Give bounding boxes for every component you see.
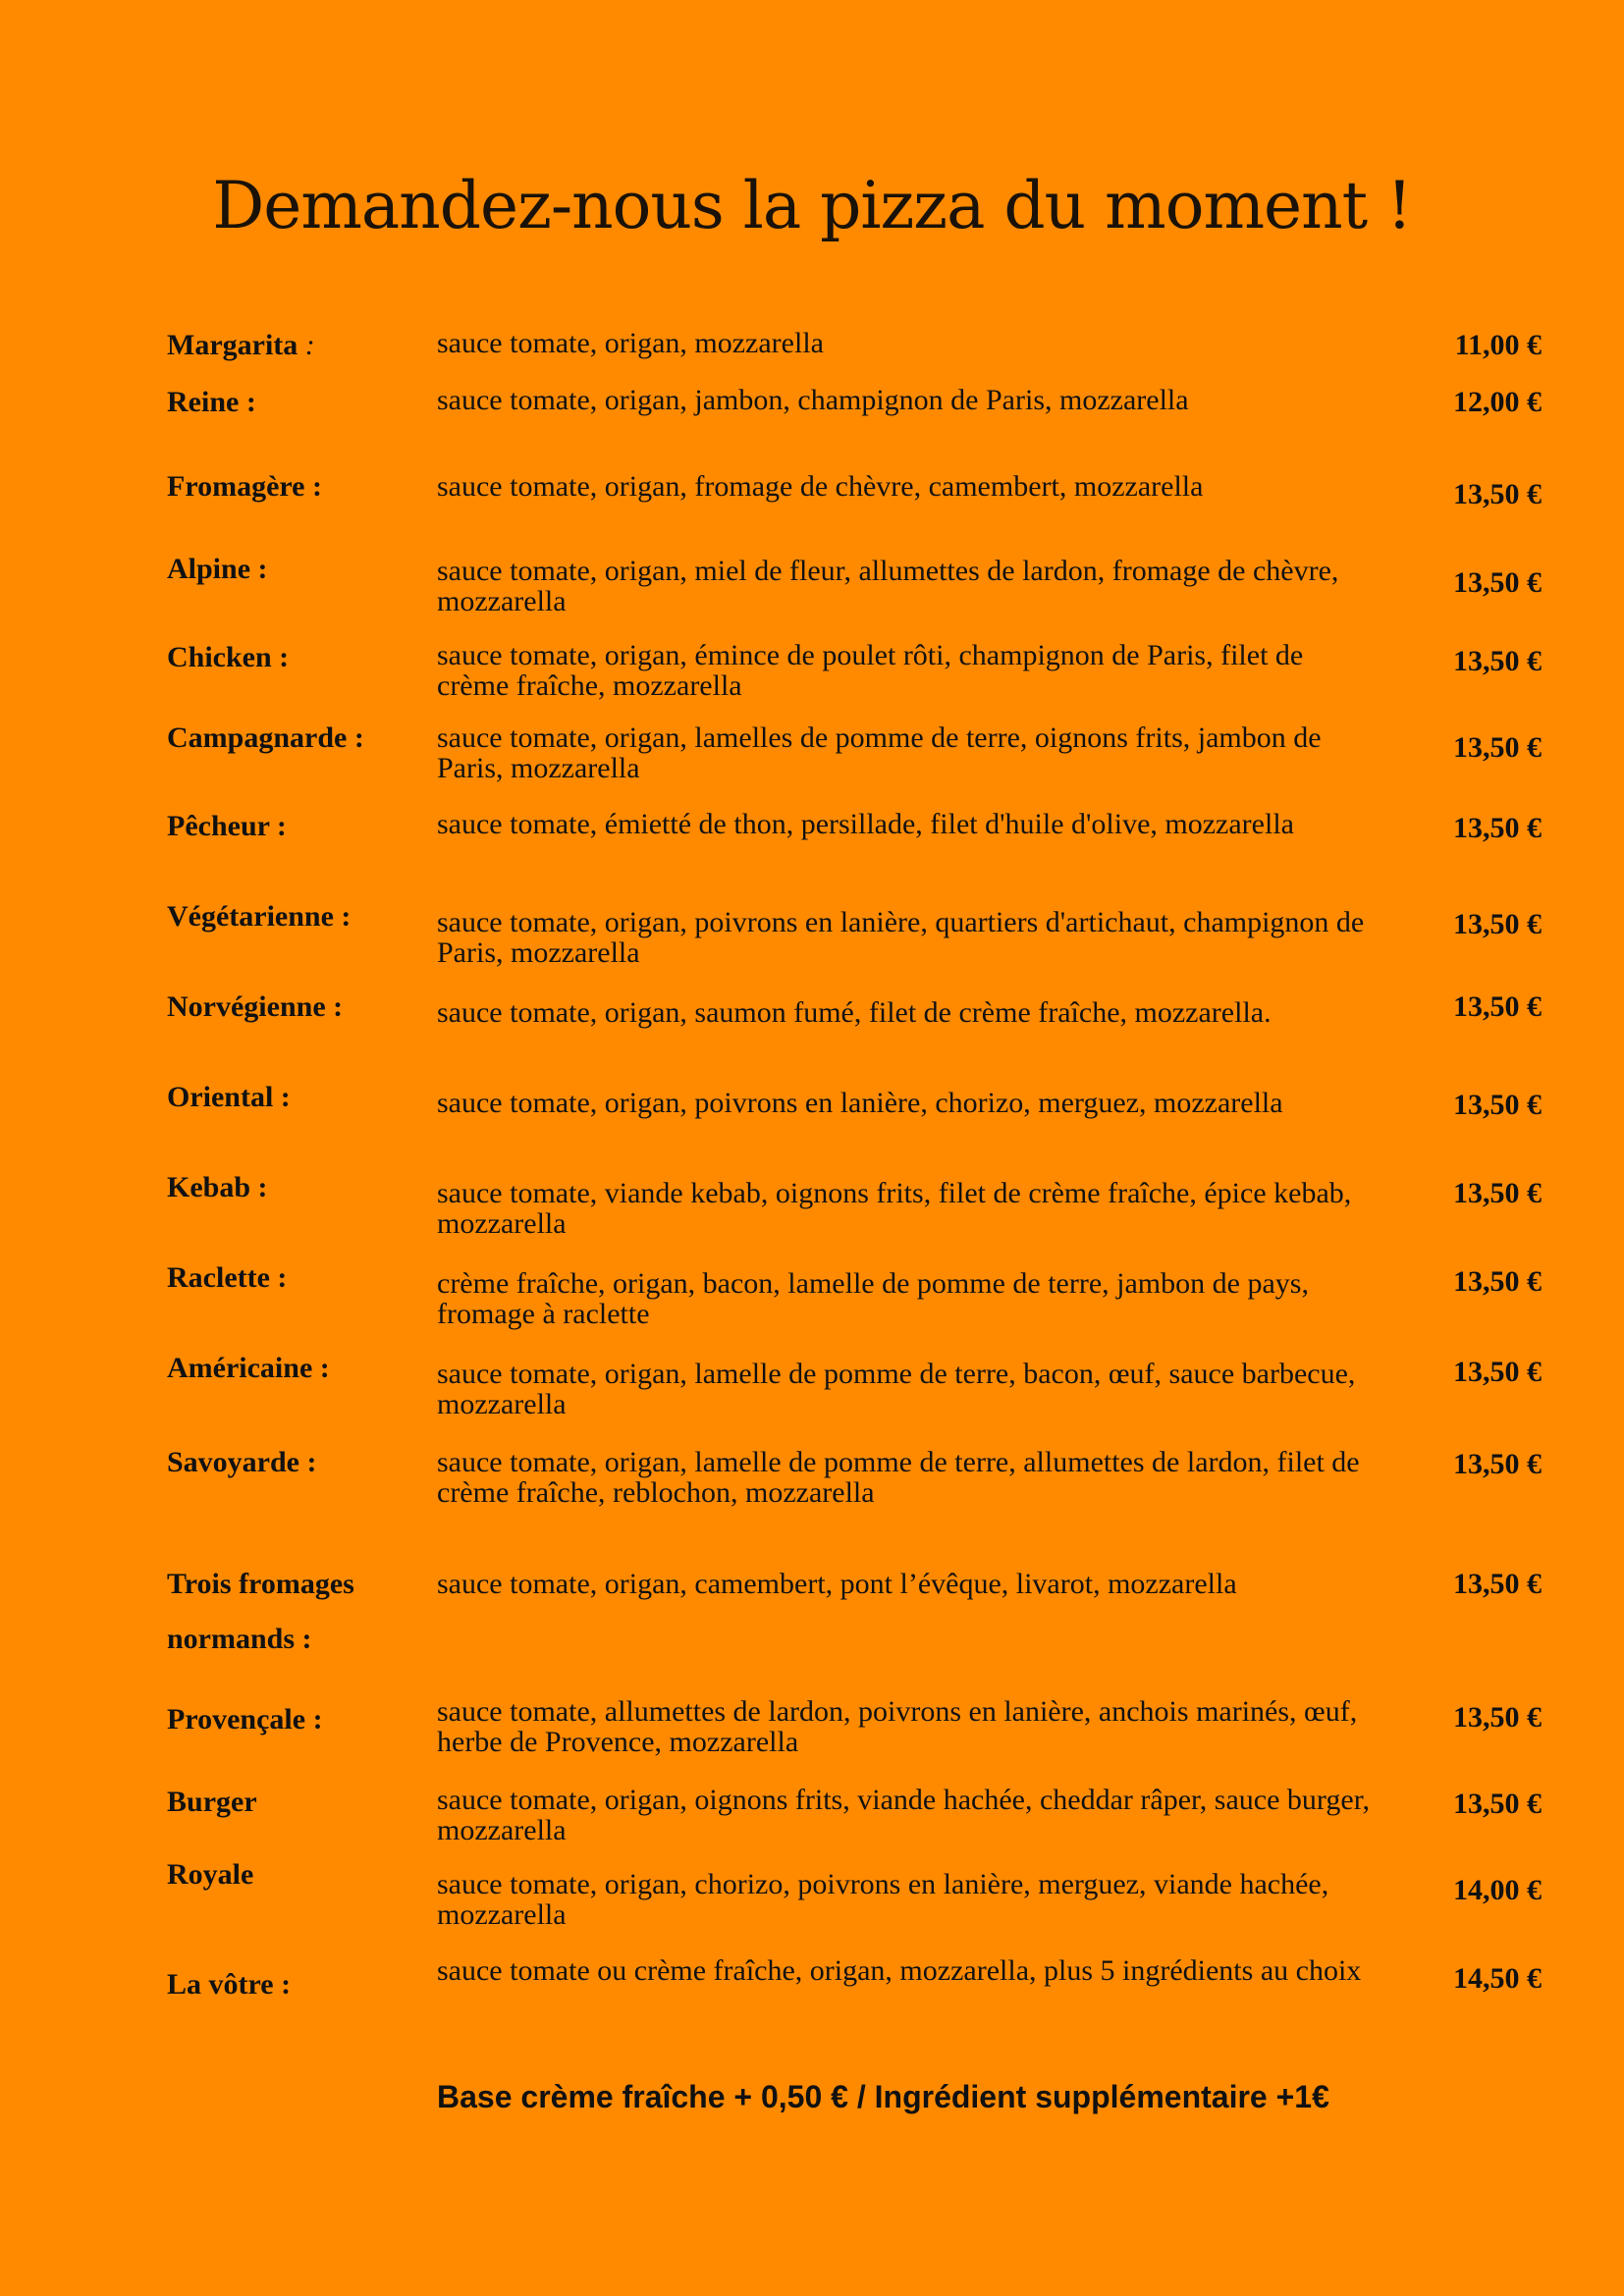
pizza-ingredients: sauce tomate, origan, oignons frits, viande hachée, cheddar râper, sauce burger, mozzarella (437, 1784, 1370, 1846)
pizza-price: 13,50 € (1453, 731, 1542, 764)
pizza-ingredients: sauce tomate, émietté de thon, persillade, filet d'huile d'olive, mozzarella (437, 808, 1294, 840)
pizza-name: Margarita : (167, 329, 315, 361)
pizza-ingredients: sauce tomate, origan, miel de fleur, allumettes de lardon, fromage de chèvre, mozzarella (437, 555, 1339, 617)
pizza-ingredients: sauce tomate, origan, lamelle de pomme de terre, allumettes de lardon, filet de crème fraîche, reblochon, mozzarella (437, 1446, 1360, 1509)
page-title: Demandez-nous la pizza du moment ! (212, 168, 1412, 243)
extras-note: Base crème fraîche + 0,50 € / Ingrédient supplémentaire +1€ (437, 2079, 1329, 2114)
pizza-name: Végétarienne : (167, 900, 352, 933)
pizza-name: Alpine : (167, 553, 268, 585)
pizza-name: Pêcheur : (167, 810, 287, 842)
pizza-name: Raclette : (167, 1261, 288, 1294)
pizza-name: Royale (167, 1858, 254, 1891)
pizza-name: Norvégienne : (167, 990, 344, 1023)
pizza-ingredients: sauce tomate, origan, jambon, champignon de Paris, mozzarella (437, 384, 1189, 416)
pizza-ingredients: sauce tomate, origan, poivrons en lanière, chorizo, merguez, mozzarella (437, 1087, 1283, 1119)
pizza-price: 13,50 € (1453, 1356, 1542, 1388)
pizza-ingredients: sauce tomate, origan, lamelle de pomme de terre, bacon, œuf, sauce barbecue, mozzarella (437, 1358, 1356, 1420)
pizza-ingredients: crème fraîche, origan, bacon, lamelle de pomme de terre, jambon de pays, fromage à raclette (437, 1267, 1309, 1330)
pizza-price: 13,50 € (1453, 1568, 1542, 1600)
pizza-price: 13,50 € (1453, 1177, 1542, 1209)
pizza-ingredients: sauce tomate, viande kebab, oignons frits, filet de crème fraîche, épice kebab, mozzarella (437, 1177, 1352, 1240)
pizza-ingredients: sauce tomate, origan, chorizo, poivrons en lanière, merguez, viande hachée, mozzarella (437, 1868, 1329, 1931)
pizza-price: 13,50 € (1453, 908, 1542, 940)
pizza-ingredients: sauce tomate, origan, fromage de chèvre, camembert, mozzarella (437, 470, 1204, 503)
pizza-name: Campagnarde : (167, 721, 364, 754)
pizza-price: 14,00 € (1453, 1874, 1542, 1906)
pizza-name: Oriental : (167, 1081, 291, 1113)
pizza-name: Kebab : (167, 1171, 268, 1203)
pizza-price: 13,50 € (1453, 1265, 1542, 1298)
pizza-price: 13,50 € (1453, 812, 1542, 844)
pizza-ingredients: sauce tomate, origan, émince de poulet rôti, champignon de Paris, filet de crème fraîche, mozzarella (437, 639, 1304, 702)
pizza-name: Provençale : (167, 1703, 323, 1735)
pizza-ingredients: sauce tomate ou crème fraîche, origan, mozzarella, plus 5 ingrédients au choix (437, 1954, 1362, 1987)
pizza-price: 13,50 € (1453, 566, 1542, 599)
pizza-name: Savoyarde : (167, 1446, 317, 1478)
pizza-price: 11,00 € (1454, 329, 1542, 361)
pizza-ingredients: sauce tomate, allumettes de lardon, poivrons en lanière, anchois marinés, œuf, herbe de Provence, mozzarella (437, 1695, 1358, 1758)
pizza-name: La vôtre : (167, 1968, 292, 2001)
pizza-name: Trois fromages normands : (167, 1568, 354, 1655)
pizza-name: Chicken : (167, 641, 290, 673)
pizza-ingredients: sauce tomate, origan, lamelles de pomme de terre, oignons frits, jambon de Paris, mozzarella (437, 721, 1322, 784)
pizza-price: 13,50 € (1453, 1701, 1542, 1734)
pizza-price: 12,00 € (1453, 386, 1542, 418)
pizza-name: Fromagère : (167, 470, 322, 503)
pizza-price: 13,50 € (1453, 1448, 1542, 1480)
pizza-price: 13,50 € (1453, 1788, 1542, 1820)
pizza-price: 13,50 € (1453, 1089, 1542, 1121)
pizza-ingredients: sauce tomate, origan, mozzarella (437, 327, 824, 359)
pizza-ingredients: sauce tomate, origan, camembert, pont l’évêque, livarot, mozzarella (437, 1568, 1237, 1600)
pizza-price: 13,50 € (1453, 645, 1542, 677)
pizza-ingredients: sauce tomate, origan, poivrons en lanière, quartiers d'artichaut, champignon de Paris, mozzarella (437, 906, 1365, 969)
pizza-name: Reine : (167, 386, 256, 418)
pizza-name: Américaine : (167, 1352, 330, 1384)
pizza-price: 13,50 € (1453, 990, 1542, 1023)
pizza-name: Burger (167, 1786, 257, 1818)
pizza-price: 13,50 € (1453, 478, 1542, 510)
pizza-ingredients: sauce tomate, origan, saumon fumé, filet de crème fraîche, mozzarella. (437, 996, 1272, 1029)
pizza-price: 14,50 € (1453, 1962, 1542, 1995)
